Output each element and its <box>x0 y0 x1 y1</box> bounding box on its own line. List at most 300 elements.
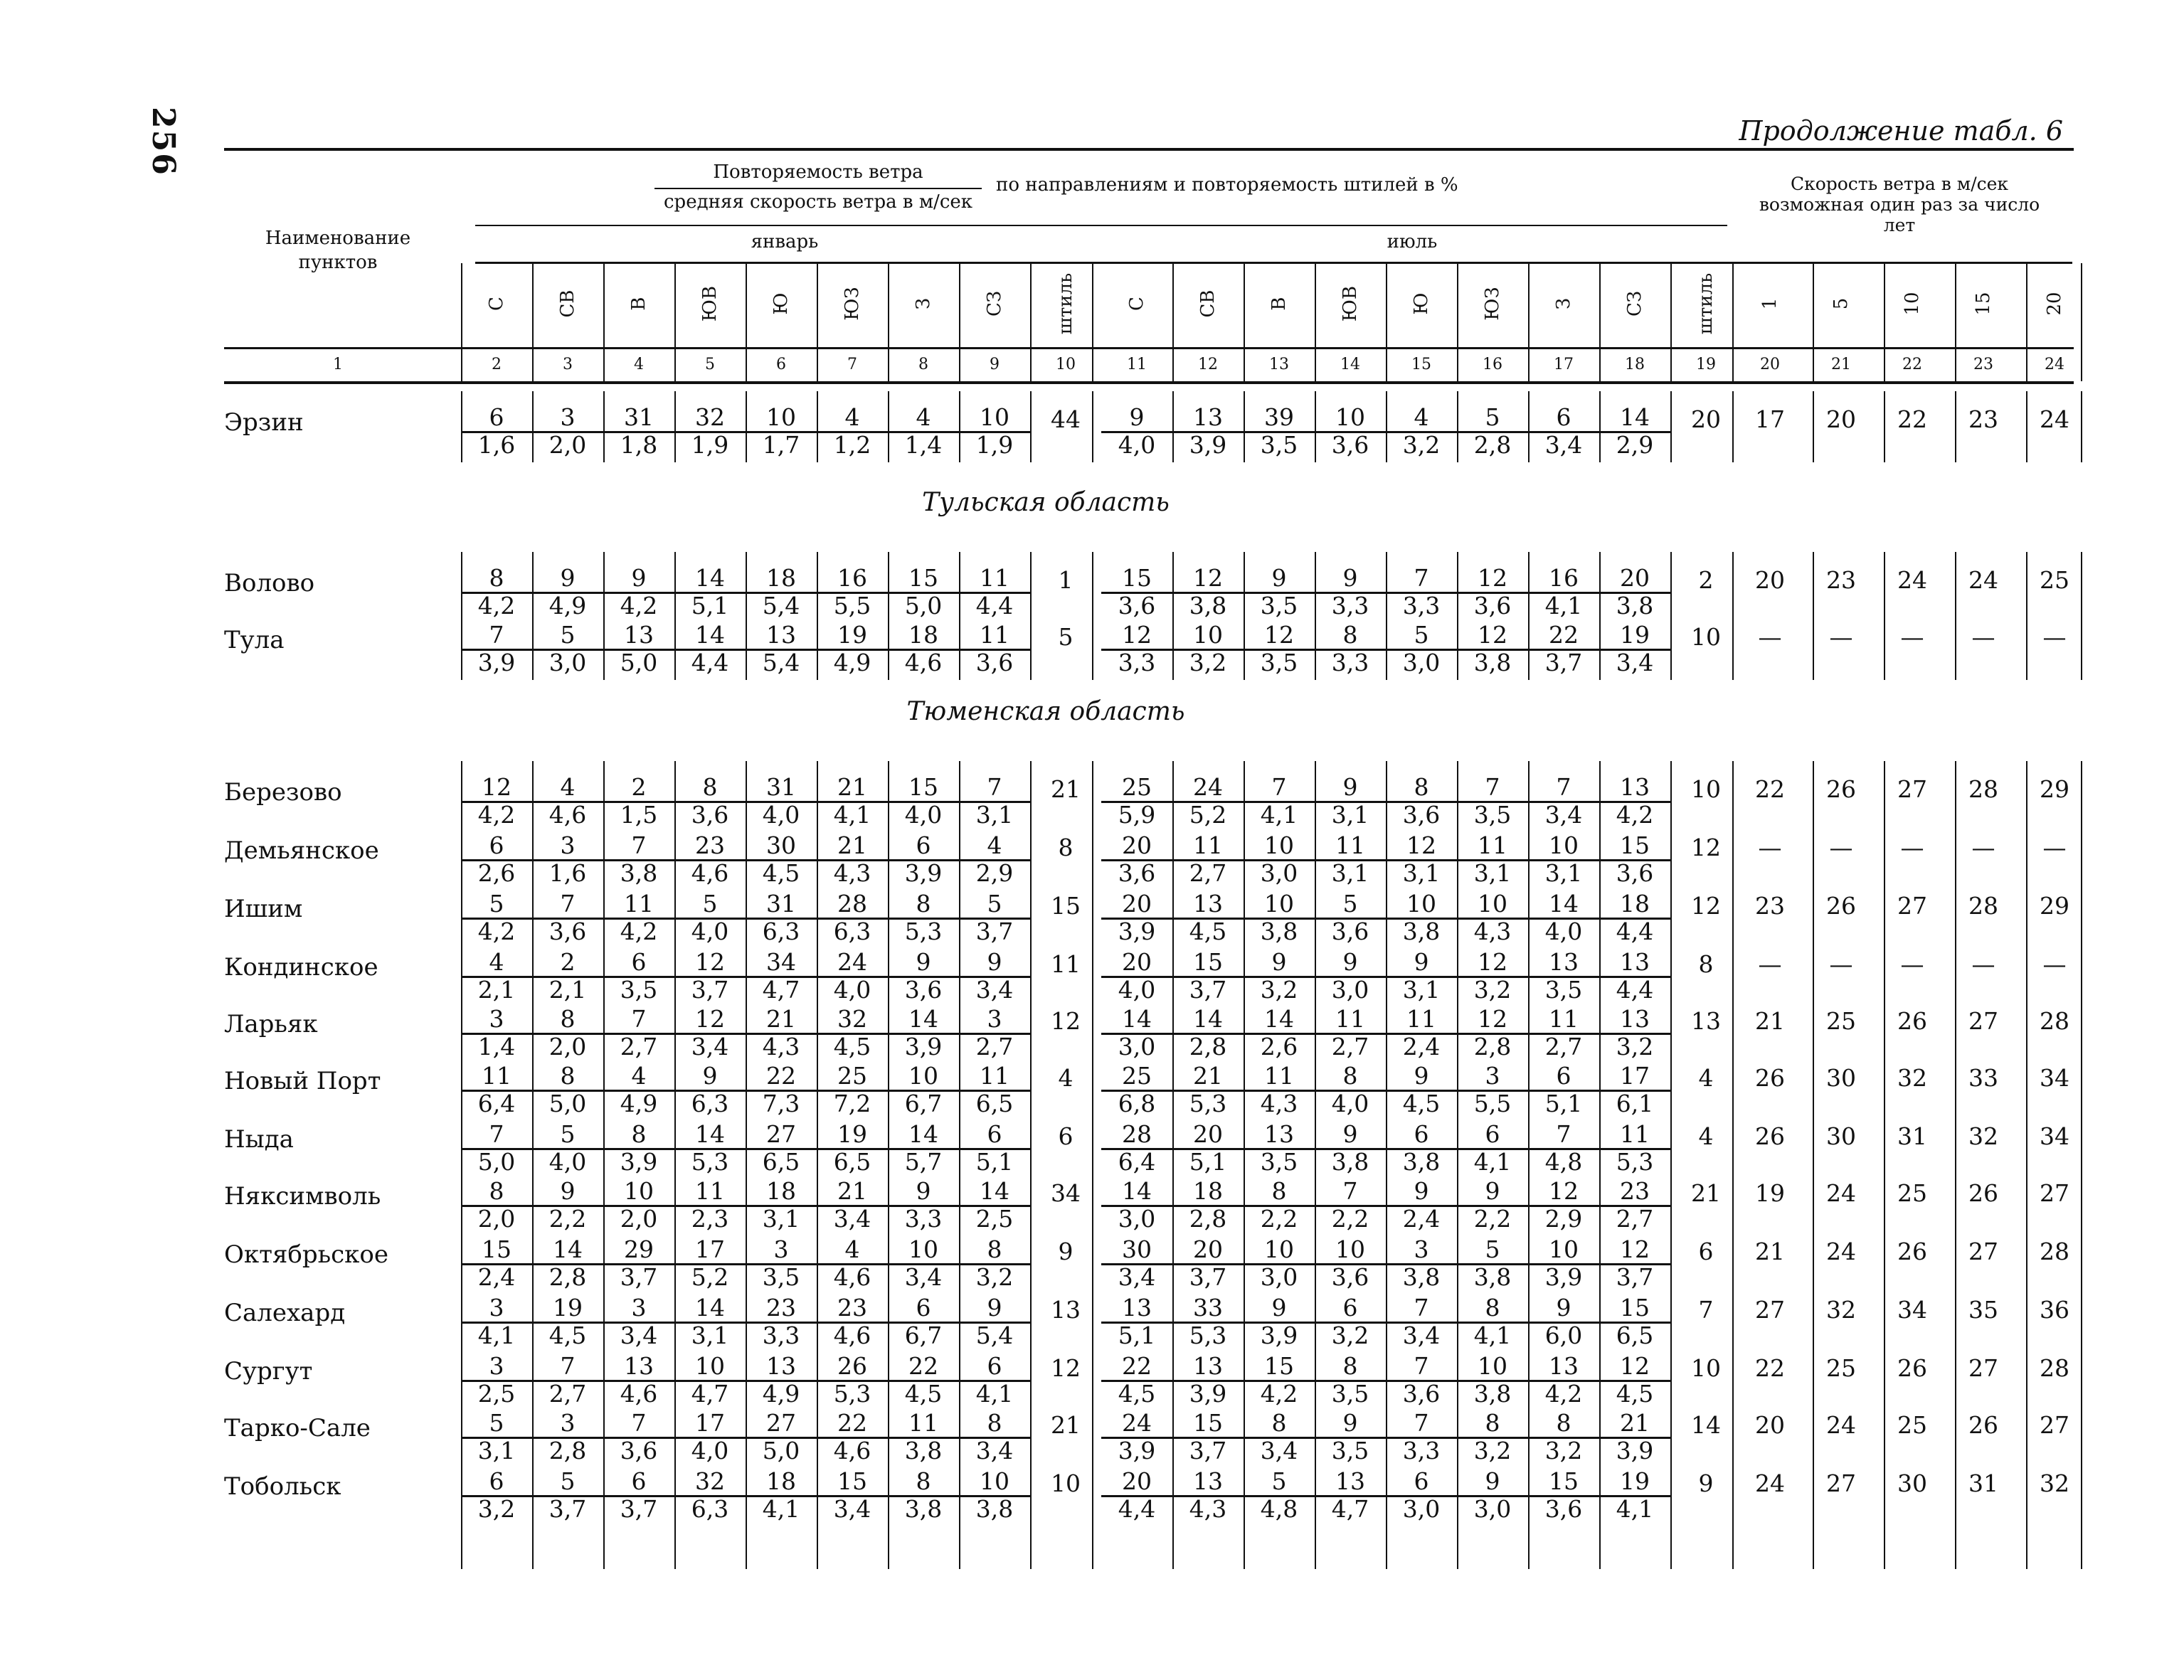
jan-cell-frequency: 14 <box>553 1235 583 1263</box>
jan-cell-frequency: 21 <box>766 1005 796 1033</box>
jul-cell-frequency: 10 <box>1478 890 1507 918</box>
jul-cell <box>1599 623 1670 676</box>
jul-cell-mean-speed: 5,2 <box>1172 801 1244 829</box>
jul-cell-frequency: 9 <box>1414 1062 1429 1090</box>
jan-cell-frequency: 12 <box>695 948 725 976</box>
jan-cell-frequency: 3 <box>489 1352 504 1380</box>
jan-cell <box>674 1411 746 1464</box>
jan-calm: 12 <box>1051 1007 1081 1035</box>
jul-cell-frequency: 10 <box>1264 1235 1294 1263</box>
jan-cell-frequency: 5 <box>489 890 504 918</box>
body-separator <box>1092 552 1093 680</box>
jan-cell-mean-speed: 4,0 <box>674 1437 746 1464</box>
body-separator <box>1732 552 1734 680</box>
jul-cell-mean-speed: 3,5 <box>1244 592 1315 620</box>
jan-cell-frequency: 22 <box>837 1409 867 1437</box>
jul-cell <box>1315 1469 1386 1523</box>
jan-cell <box>959 1007 1030 1060</box>
jul-cell-frequency: 33 <box>1193 1294 1223 1322</box>
jul-cell <box>1386 405 1457 459</box>
jul-cell <box>1386 950 1457 1004</box>
body-separator <box>1244 761 1245 1569</box>
jul-cell <box>1528 831 1599 887</box>
jul-cell-frequency: 6 <box>1414 1467 1429 1495</box>
jan-cell <box>959 831 1030 887</box>
jan-cell <box>888 1469 959 1523</box>
jul-cell-mean-speed: 2,7 <box>1599 1205 1670 1233</box>
jul-cell-frequency: 15 <box>1620 831 1650 859</box>
jan-cell-mean-speed: 2,0 <box>532 431 603 459</box>
jul-cell-frequency: 9 <box>1485 1467 1500 1495</box>
jul-cell-mean-speed: 3,8 <box>1244 918 1315 945</box>
jan-cell <box>746 1122 817 1176</box>
jul-cell-mean-speed: 3,4 <box>1528 801 1599 829</box>
jul-cell <box>1386 1296 1457 1349</box>
jan-cell-frequency: 8 <box>987 1235 1002 1263</box>
jan-cell-frequency: 9 <box>916 948 931 976</box>
jan-cell <box>603 1122 674 1176</box>
jan-cell <box>674 831 746 887</box>
jul-cell <box>1386 892 1457 945</box>
speed-value: 26 <box>1755 1064 1785 1092</box>
jan-calm: 1 <box>1058 566 1074 594</box>
jul-cell <box>1457 775 1528 829</box>
body-separator <box>1092 391 1093 462</box>
jul-cell-mean-speed: 3,0 <box>1244 859 1315 887</box>
jul-cell <box>1172 775 1244 829</box>
jul-cell-frequency: 24 <box>1122 1409 1152 1437</box>
jan-header-7: СЗ <box>984 290 1005 317</box>
jul-cell <box>1101 1296 1172 1349</box>
jan-cell-frequency: 31 <box>766 890 796 918</box>
jan-cell-frequency: 6 <box>916 1294 931 1322</box>
jan-cell-frequency: 2 <box>560 948 576 976</box>
header-separator <box>2081 263 2082 381</box>
jan-cell <box>817 623 888 676</box>
jul-cell-mean-speed: 3,6 <box>1315 431 1386 459</box>
jul-cell <box>1172 831 1244 887</box>
jul-header-5: ЮЗ <box>1482 287 1503 321</box>
jan-cell-frequency: 5 <box>987 890 1002 918</box>
jan-cell <box>603 1469 674 1523</box>
jul-cell-frequency: 13 <box>1549 948 1579 976</box>
jan-cell-frequency: 6 <box>489 831 504 859</box>
jan-cell <box>959 1296 1030 1349</box>
jul-cell-mean-speed: 6,5 <box>1599 1322 1670 1349</box>
jan-cell-frequency: 8 <box>987 1409 1002 1437</box>
jan-cell-mean-speed: 4,7 <box>746 976 817 1004</box>
jul-cell-mean-speed: 3,1 <box>1386 976 1457 1004</box>
jul-cell-frequency: 9 <box>1129 403 1145 431</box>
speed-value: 27 <box>1755 1296 1785 1324</box>
body-separator <box>888 391 889 462</box>
jul-cell-mean-speed: 2,9 <box>1599 431 1670 459</box>
jul-cell <box>1244 950 1315 1004</box>
jul-cell-frequency: 23 <box>1620 1177 1650 1205</box>
station-name: Няксимволь <box>224 1182 381 1211</box>
jan-cell-mean-speed: 4,6 <box>888 649 959 676</box>
jul-cell-frequency: 11 <box>1335 1005 1365 1033</box>
jul-cell <box>1599 1122 1670 1176</box>
jan-cell-mean-speed: 6,5 <box>959 1090 1030 1117</box>
freq-title-bottom: средняя скорость ветра в м/сек <box>663 191 973 213</box>
jan-cell-frequency: 11 <box>980 1062 1009 1090</box>
jul-cell-frequency: 7 <box>1414 1352 1429 1380</box>
jul-cell-frequency: 4 <box>1414 403 1429 431</box>
speed-value: 28 <box>2040 1354 2069 1382</box>
jul-cell-frequency: 14 <box>1193 1005 1223 1033</box>
jul-cell <box>1101 1179 1172 1233</box>
jan-cell-mean-speed: 4,9 <box>532 592 603 620</box>
jan-cell-mean-speed: 5,3 <box>674 1148 746 1176</box>
speed-value: 27 <box>2040 1179 2069 1207</box>
header-separator <box>1315 263 1316 381</box>
jan-cell-mean-speed: 4,0 <box>888 801 959 829</box>
speed-value: 22 <box>1755 1354 1785 1382</box>
jul-cell-mean-speed: 6,1 <box>1599 1090 1670 1117</box>
jan-cell-frequency: 2 <box>631 773 647 801</box>
body-separator <box>1813 391 1814 462</box>
column-number-7: 7 <box>847 356 857 373</box>
jul-cell <box>1528 566 1599 620</box>
body-separator <box>1172 391 1174 462</box>
jul-cell <box>1528 1411 1599 1464</box>
speed-value: 24 <box>1755 1469 1785 1497</box>
jan-cell-mean-speed: 4,2 <box>461 592 532 620</box>
jan-cell-mean-speed: 2,5 <box>959 1205 1030 1233</box>
jul-cell-frequency: 10 <box>1264 831 1294 859</box>
jan-cell <box>817 831 888 887</box>
jul-cell-frequency: 9 <box>1414 1177 1429 1205</box>
jan-cell-mean-speed: 4,1 <box>746 1495 817 1523</box>
jul-cell-mean-speed: 3,8 <box>1457 649 1528 676</box>
jan-calm: 5 <box>1058 623 1074 651</box>
body-separator <box>1732 391 1734 462</box>
freq-title-top: Повторяемость ветра <box>713 161 923 183</box>
speed-value: 26 <box>1897 1007 1927 1035</box>
jan-cell-mean-speed: 2,3 <box>674 1205 746 1233</box>
jul-cell <box>1315 566 1386 620</box>
body-separator <box>959 391 960 462</box>
column-number-1: 1 <box>333 356 343 373</box>
jan-cell <box>461 1122 532 1176</box>
jul-cell-mean-speed: 5,1 <box>1172 1148 1244 1176</box>
speed-value: 28 <box>1968 892 1998 920</box>
jan-cell <box>674 1296 746 1349</box>
jan-cell-frequency: 14 <box>695 1294 725 1322</box>
jul-cell <box>1528 892 1599 945</box>
jul-cell-mean-speed: 3,2 <box>1528 1437 1599 1464</box>
jan-cell-mean-speed: 3,9 <box>888 1033 959 1060</box>
jul-cell <box>1457 1235 1528 1291</box>
speed-value: — <box>1829 950 1853 978</box>
jul-cell-mean-speed: 3,6 <box>1386 801 1457 829</box>
jan-cell <box>603 623 674 676</box>
jul-cell-frequency: 20 <box>1122 1467 1152 1495</box>
jan-cell-mean-speed: 1,9 <box>959 431 1030 459</box>
jan-cell-frequency: 14 <box>695 621 725 649</box>
speed-value: — <box>1900 623 1924 651</box>
jan-cell-mean-speed: 4,7 <box>674 1380 746 1408</box>
body-separator <box>674 761 676 1569</box>
jan-cell <box>674 1122 746 1176</box>
jul-cell-mean-speed: 3,0 <box>1315 976 1386 1004</box>
jul-cell-frequency: 25 <box>1122 1062 1152 1090</box>
body-separator <box>603 391 605 462</box>
body-separator <box>2081 552 2082 680</box>
header-separator <box>1244 263 1245 381</box>
jul-cell-frequency: 3 <box>1414 1235 1429 1263</box>
jan-cell-frequency: 19 <box>837 621 867 649</box>
jul-cell-frequency: 6 <box>1414 1120 1429 1148</box>
jan-cell-mean-speed: 5,3 <box>817 1380 888 1408</box>
jan-cell <box>674 1007 746 1060</box>
jan-cell-mean-speed: 4,2 <box>461 918 532 945</box>
jul-cell <box>1457 1469 1528 1523</box>
jan-cell-frequency: 7 <box>631 1409 647 1437</box>
jul-cell-mean-speed: 4,2 <box>1528 1380 1599 1408</box>
jul-cell-mean-speed: 3,1 <box>1528 859 1599 887</box>
jan-cell <box>532 1179 603 1233</box>
station-name: Кондинское <box>224 953 378 982</box>
jan-cell-mean-speed: 3,7 <box>674 976 746 1004</box>
jan-cell-frequency: 4 <box>844 1235 860 1263</box>
jul-cell-mean-speed: 4,5 <box>1101 1380 1172 1408</box>
jul-cell <box>1101 1469 1172 1523</box>
jan-cell-mean-speed: 3,4 <box>959 976 1030 1004</box>
column-number-24: 24 <box>2045 356 2064 373</box>
jan-cell-frequency: 18 <box>908 621 938 649</box>
jul-cell-mean-speed: 5,3 <box>1172 1090 1244 1117</box>
jul-cell-mean-speed: 2,6 <box>1244 1033 1315 1060</box>
jan-cell-frequency: 7 <box>631 831 647 859</box>
jul-cell-frequency: 14 <box>1264 1005 1294 1033</box>
speed-value: 23 <box>1755 892 1785 920</box>
jul-cell-frequency: 15 <box>1193 948 1223 976</box>
jan-cell-frequency: 17 <box>695 1235 725 1263</box>
jul-cell-frequency: 12 <box>1620 1352 1650 1380</box>
jan-cell-mean-speed: 3,8 <box>888 1437 959 1464</box>
jan-cell <box>746 1296 817 1349</box>
jul-cell <box>1386 623 1457 676</box>
column-number-6: 6 <box>776 356 786 373</box>
jul-cell-mean-speed: 3,4 <box>1244 1437 1315 1464</box>
years-header-3: 15 <box>1973 292 1994 316</box>
jan-cell-frequency: 8 <box>631 1120 647 1148</box>
jan-cell <box>674 623 746 676</box>
jul-cell <box>1244 1469 1315 1523</box>
jul-cell <box>1457 831 1528 887</box>
jul-cell-mean-speed: 3,2 <box>1172 649 1244 676</box>
jan-cell-mean-speed: 3,9 <box>888 859 959 887</box>
jul-cell <box>1457 1179 1528 1233</box>
jan-cell-frequency: 7 <box>560 890 576 918</box>
column-number-15: 15 <box>1411 356 1431 373</box>
jan-cell <box>603 1296 674 1349</box>
jul-cell <box>1599 405 1670 459</box>
jul-cell <box>1315 1007 1386 1060</box>
jul-cell-frequency: 10 <box>1549 831 1579 859</box>
speed-value: 34 <box>2040 1122 2069 1150</box>
jul-cell-frequency: 5 <box>1485 403 1500 431</box>
jul-cell <box>1101 405 1172 459</box>
jan-cell <box>461 566 532 620</box>
years-header-2: 10 <box>1902 292 1923 316</box>
header-separator <box>603 263 605 381</box>
jul-cell <box>1101 950 1172 1004</box>
speed-value: 28 <box>1968 775 1998 803</box>
jul-cell <box>1315 1354 1386 1408</box>
jan-cell-mean-speed: 5,1 <box>674 592 746 620</box>
jan-cell <box>674 1469 746 1523</box>
jan-cell-frequency: 11 <box>695 1177 725 1205</box>
body-separator <box>461 761 462 1569</box>
jan-cell-frequency: 34 <box>766 948 796 976</box>
jan-cell-frequency: 5 <box>560 1467 576 1495</box>
header-separator <box>817 263 818 381</box>
speed-value: 32 <box>2040 1469 2069 1497</box>
body-separator <box>1670 391 1672 462</box>
jan-cell-frequency: 8 <box>560 1062 576 1090</box>
jul-cell-frequency: 20 <box>1122 948 1152 976</box>
speed-value: 19 <box>1755 1179 1785 1207</box>
speed-value: 30 <box>1826 1122 1856 1150</box>
jul-cell-frequency: 20 <box>1620 564 1650 592</box>
jul-cell-mean-speed: 2,7 <box>1528 1033 1599 1060</box>
jul-cell-mean-speed: 3,6 <box>1101 592 1172 620</box>
jan-calm: 4 <box>1058 1064 1074 1092</box>
jul-cell <box>1172 566 1244 620</box>
jan-cell <box>888 566 959 620</box>
jan-cell-mean-speed: 5,1 <box>959 1148 1030 1176</box>
jul-cell <box>1457 405 1528 459</box>
jan-cell-frequency: 31 <box>766 773 796 801</box>
jan-cell-mean-speed: 3,7 <box>532 1495 603 1523</box>
jan-cell <box>603 775 674 829</box>
speed-value: 24 <box>1897 566 1927 594</box>
station-name: Березово <box>224 778 342 807</box>
jul-header-2: В <box>1268 297 1290 311</box>
jul-cell <box>1244 1411 1315 1464</box>
jul-cell-frequency: 13 <box>1620 948 1650 976</box>
jul-cell-mean-speed: 4,4 <box>1101 1495 1172 1523</box>
jan-cell-frequency: 13 <box>624 1352 654 1380</box>
header-separator <box>1813 263 1814 381</box>
speed-value: 31 <box>1897 1122 1927 1150</box>
jan-cell-mean-speed: 3,4 <box>817 1205 888 1233</box>
jul-cell-frequency: 9 <box>1342 1409 1358 1437</box>
jan-cell-frequency: 32 <box>695 403 725 431</box>
jan-cell-frequency: 3 <box>560 1409 576 1437</box>
jul-cell-frequency: 25 <box>1122 773 1152 801</box>
jul-cell-frequency: 10 <box>1193 621 1223 649</box>
jul-cell-frequency: 9 <box>1414 948 1429 976</box>
jan-cell <box>532 405 603 459</box>
jan-cell-frequency: 6 <box>916 831 931 859</box>
jan-cell-mean-speed: 3,8 <box>888 1495 959 1523</box>
jan-cell <box>746 1235 817 1291</box>
jul-cell-mean-speed: 3,9 <box>1101 1437 1172 1464</box>
jan-cell <box>603 1007 674 1060</box>
jan-cell-mean-speed: 3,3 <box>746 1322 817 1349</box>
jan-cell <box>532 1235 603 1291</box>
jan-cell <box>888 405 959 459</box>
body-separator <box>532 761 534 1569</box>
jul-cell-frequency: 9 <box>1342 1120 1358 1148</box>
jan-cell-mean-speed: 7,3 <box>746 1090 817 1117</box>
jul-cell <box>1599 1296 1670 1349</box>
jan-cell <box>959 405 1030 459</box>
jul-cell-mean-speed: 3,5 <box>1457 801 1528 829</box>
jul-cell-frequency: 9 <box>1271 1294 1287 1322</box>
jan-cell-mean-speed: 6,5 <box>746 1148 817 1176</box>
years-header-0: 1 <box>1759 297 1781 310</box>
jan-cell <box>959 950 1030 1004</box>
jan-cell-mean-speed: 1,6 <box>461 431 532 459</box>
speed-value: 24 <box>1968 566 1998 594</box>
jul-cell-frequency: 9 <box>1342 564 1358 592</box>
body-separator <box>461 391 462 462</box>
jan-cell <box>959 1354 1030 1408</box>
jan-cell <box>746 566 817 620</box>
jan-cell <box>461 831 532 887</box>
jan-cell <box>532 1007 603 1060</box>
jan-cell-mean-speed: 5,2 <box>674 1263 746 1291</box>
column-number-8: 8 <box>918 356 928 373</box>
jul-calm: 14 <box>1691 1411 1721 1439</box>
body-separator <box>817 552 818 680</box>
jul-cell-mean-speed: 4,4 <box>1599 976 1670 1004</box>
jul-cell-frequency: 14 <box>1620 403 1650 431</box>
jul-cell-frequency: 13 <box>1193 890 1223 918</box>
jul-cell <box>1528 950 1599 1004</box>
jan-cell <box>959 1235 1030 1291</box>
jan-cell-mean-speed: 4,1 <box>817 801 888 829</box>
jan-cell <box>603 1235 674 1291</box>
jul-cell-frequency: 12 <box>1549 1177 1579 1205</box>
jan-cell-frequency: 11 <box>908 1409 938 1437</box>
station-name: Тобольск <box>224 1472 341 1501</box>
body-separator <box>817 761 818 1569</box>
jul-calm: 6 <box>1698 1238 1714 1265</box>
body-separator <box>1955 761 1956 1569</box>
jul-cell <box>1457 1122 1528 1176</box>
jul-cell-frequency: 13 <box>1193 1467 1223 1495</box>
jul-cell-frequency: 10 <box>1335 1235 1365 1263</box>
section-title: Тульская область <box>922 488 1170 517</box>
jul-cell-frequency: 21 <box>1193 1062 1223 1090</box>
jul-calm: 10 <box>1691 775 1721 803</box>
speed-value: 27 <box>1897 892 1927 920</box>
jul-cell <box>1101 1411 1172 1464</box>
jan-cell-mean-speed: 6,4 <box>461 1090 532 1117</box>
jan-cell-frequency: 7 <box>489 621 504 649</box>
jul-cell <box>1599 1007 1670 1060</box>
jan-cell-mean-speed: 3,7 <box>959 918 1030 945</box>
jul-cell-mean-speed: 6,8 <box>1101 1090 1172 1117</box>
body-separator <box>1599 761 1601 1569</box>
speed-value: 29 <box>2040 892 2069 920</box>
jan-cell-frequency: 4 <box>844 403 860 431</box>
speed-value: 26 <box>1897 1354 1927 1382</box>
speed-value: 25 <box>2040 566 2069 594</box>
jul-cell-frequency: 13 <box>1264 1120 1294 1148</box>
freq-title-rest: по направлениям и повторяемость штилей в % <box>996 174 1458 196</box>
jul-cell-frequency: 6 <box>1485 1120 1500 1148</box>
jan-cell-mean-speed: 6,7 <box>888 1322 959 1349</box>
jul-cell-frequency: 12 <box>1478 948 1507 976</box>
column-number-22: 22 <box>1902 356 1922 373</box>
